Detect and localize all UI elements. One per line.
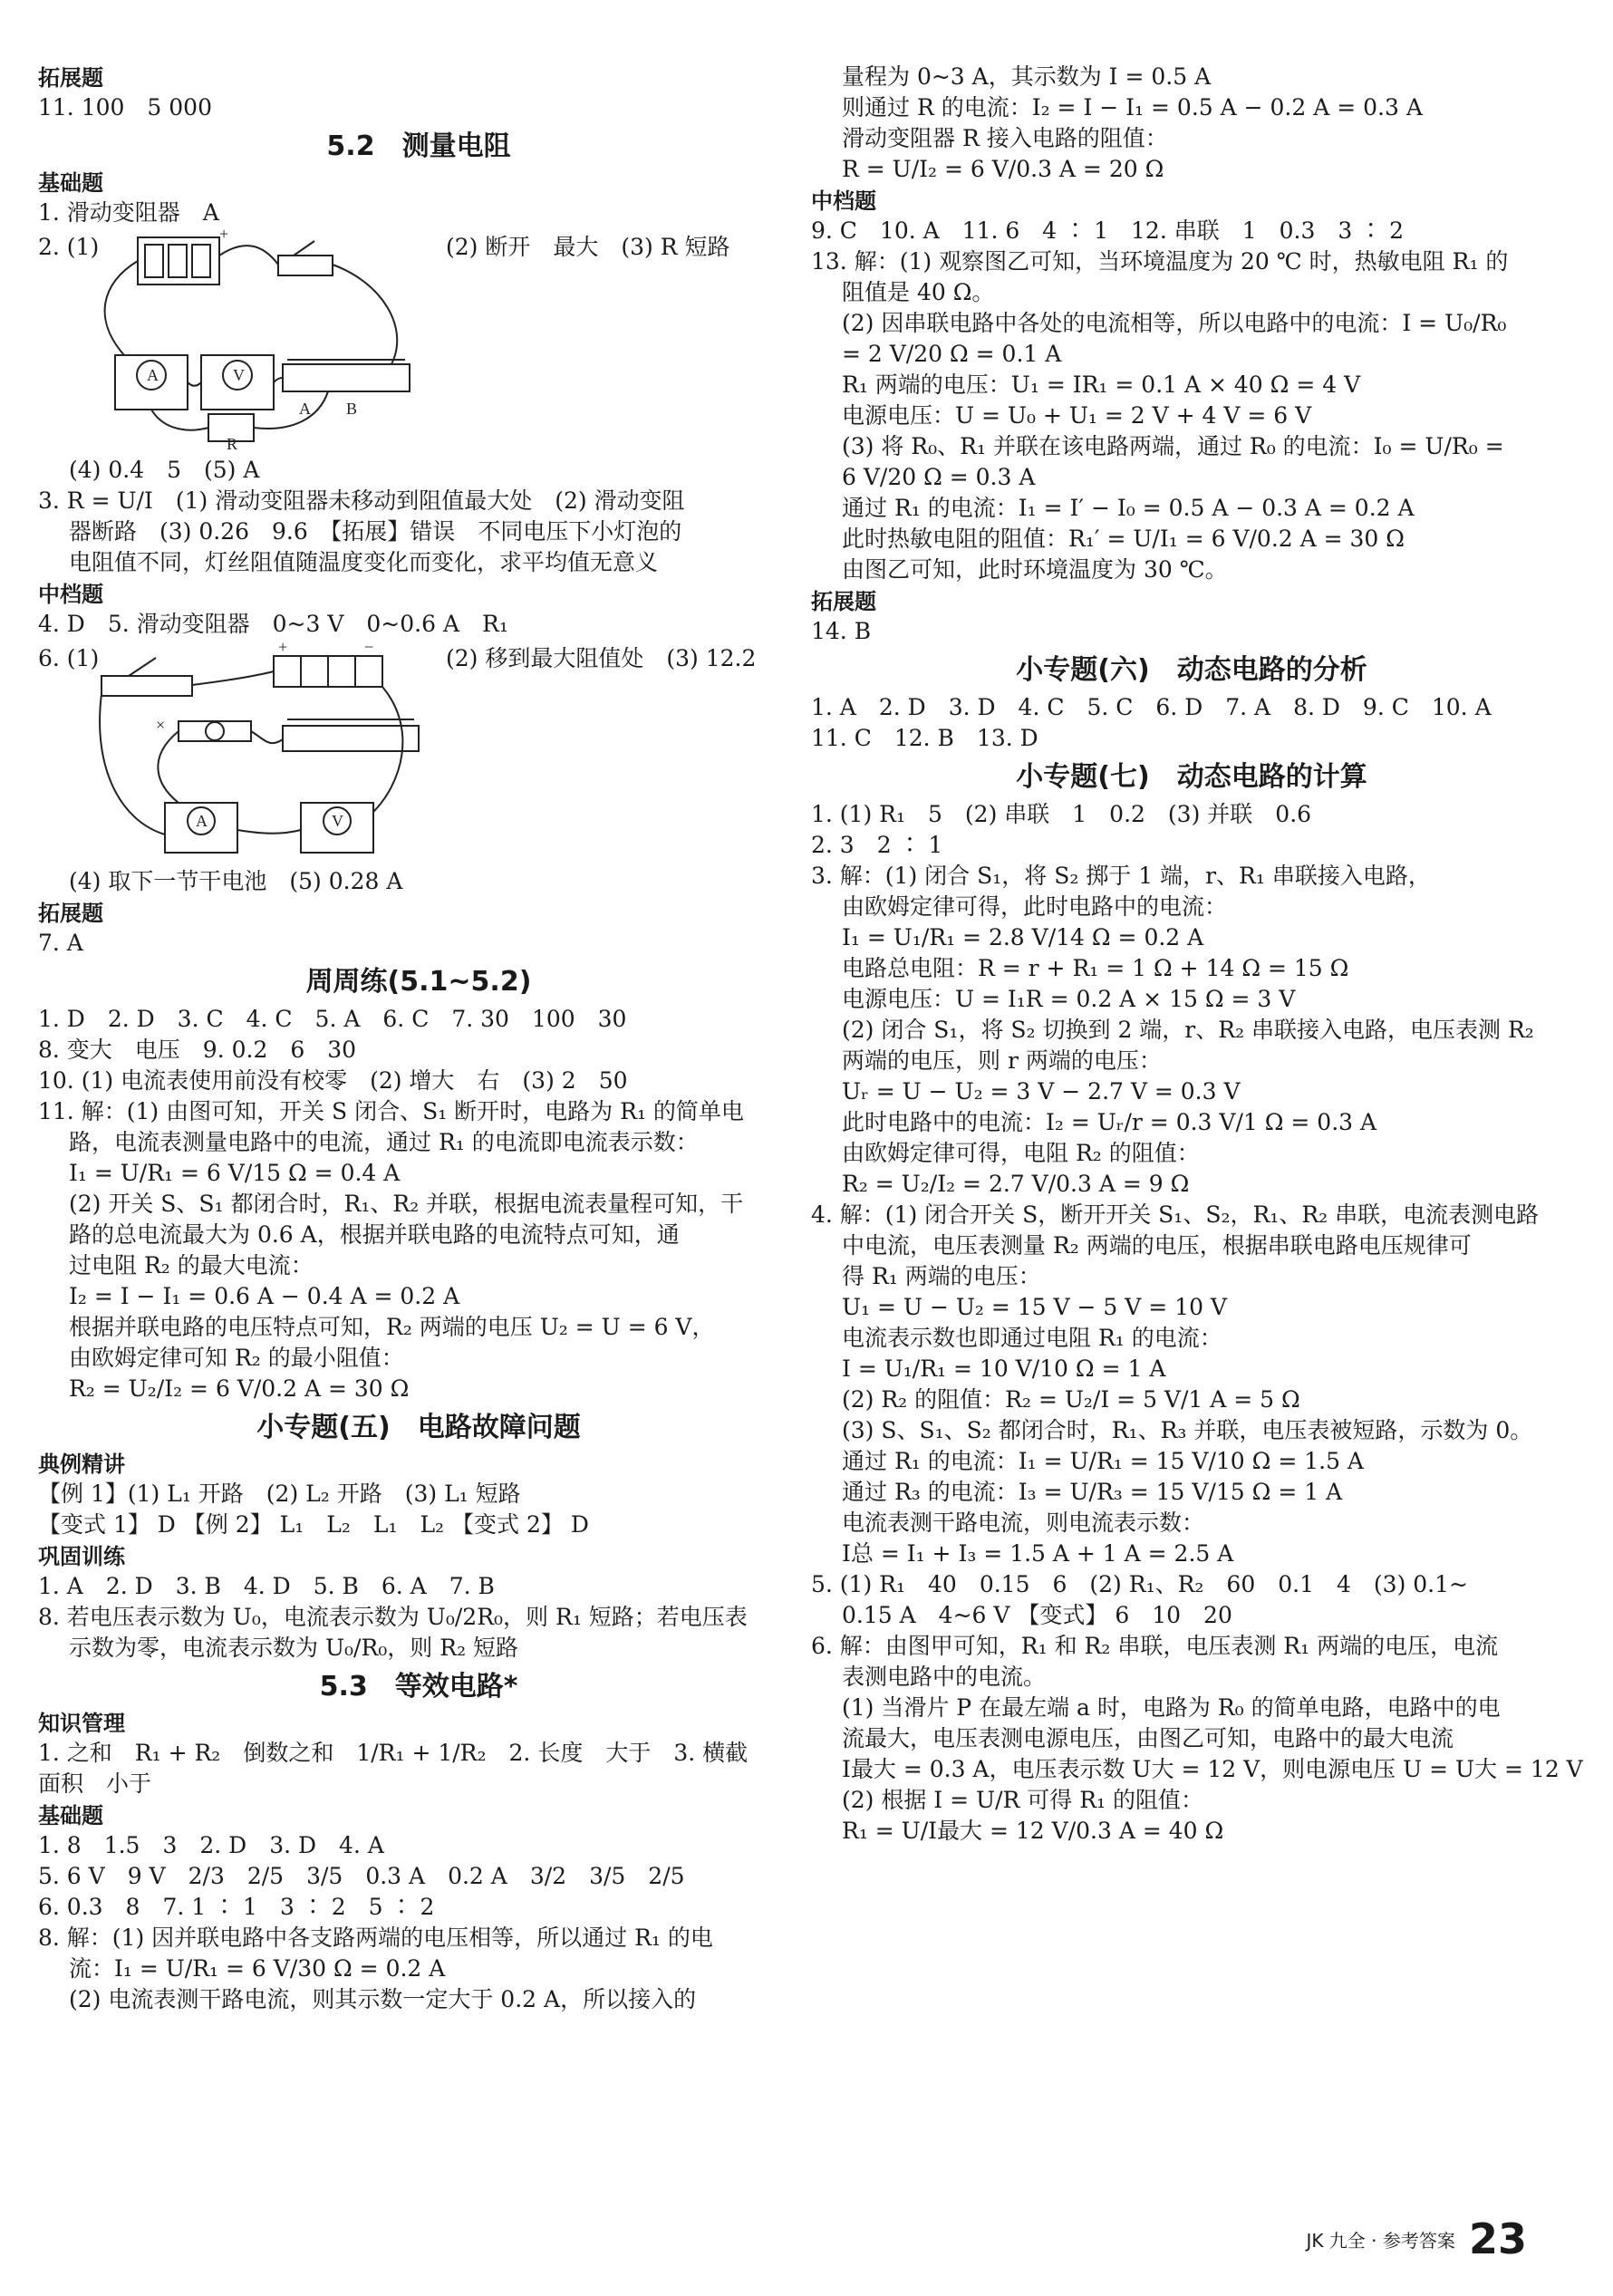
answer-line: 则通过 R 的电流：I₂ = I − I₁ = 0.5 A − 0.2 A = 0.3 A [842, 94, 1423, 121]
answer-line: 量程为 0~3 A，其示数为 I = 0.5 A [842, 63, 1212, 90]
svg-text:−: − [364, 640, 374, 656]
svg-text:A: A [299, 400, 311, 418]
answer-line: (2) 开关 S、S₁ 都闭合时，R₁、R₂ 并联，根据电流表量程可知，干 [69, 1191, 744, 1217]
subsection-label: 典例精讲 [38, 1452, 125, 1477]
answer-line: 9. C 10. A 11. 6 4 ∶ 1 12. 串联 1 0.3 3 ∶ 2 [811, 217, 1405, 244]
circuit-diagram-2 [92, 640, 428, 862]
answer-line: 8. 若电压表示数为 U₀，电流表示数为 U₀/2R₀，则 R₁ 短路；若电压表 [38, 1604, 748, 1630]
answer-line: U₁ = U − U₂ = 15 V − 5 V = 10 V [842, 1294, 1227, 1320]
section-title: 小专题(五) 电路故障问题 [256, 1412, 581, 1443]
answer-line: (2) R₂ 的阻值：R₂ = U₂/I = 5 V/1 A = 5 Ω [842, 1386, 1300, 1413]
answer-line: 滑动变阻器 R 接入电路的阻值： [842, 125, 1168, 151]
answer-line: I₁ = U₁/R₁ = 2.8 V/14 Ω = 0.2 A [842, 924, 1204, 950]
section-title: 5.3 等效电路* [319, 1671, 518, 1703]
answer-line: 电阻值不同，灯丝阻值随温度变化而变化，求平均值无意义 [69, 549, 659, 575]
answer-line: 流最大，电压表测电源电压，由图乙可知，电路中的最大电流 [842, 1725, 1454, 1751]
section-title: 小专题(七) 动态电路的计算 [1016, 761, 1367, 793]
answer-line: R₁ = U/I最大 = 12 V/0.3 A = 40 Ω [842, 1818, 1224, 1844]
section-title: 周周练(5.1~5.2) [305, 966, 532, 998]
section-title: 5.2 测量电阻 [326, 130, 511, 162]
svg-text:A: A [147, 366, 159, 384]
answer-line: (3) S、S₁、S₂ 都闭合时，R₁、R₃ 并联，电压表被短路，示数为 0。 [842, 1417, 1533, 1443]
subsection-label: 巩固训练 [38, 1544, 125, 1569]
answer-line: 通过 R₁ 的电流：I₁ = U/R₁ = 15 V/10 Ω = 1.5 A [842, 1448, 1364, 1474]
answer-line: I₁ = U/R₁ = 6 V/15 Ω = 0.4 A [69, 1160, 401, 1186]
answer-line: 【变式 1】 D 【例 2】 L₁ L₂ L₁ L₂ 【变式 2】 D [38, 1511, 589, 1538]
svg-text:+: + [278, 640, 288, 656]
section-title: 小专题(六) 动态电路的分析 [1016, 654, 1367, 686]
answer-line: 1. 之和 R₁ + R₂ 倒数之和 1/R₁ + 1/R₂ 2. 长度 大于 3. 横截 [38, 1740, 749, 1766]
answer-line: 电路总电阻：R = r + R₁ = 1 Ω + 14 Ω = 15 Ω [842, 955, 1349, 981]
answer-line: 示数为零，电流表示数为 U₀/R₀，则 R₂ 短路 [69, 1635, 519, 1661]
answer-line: I最大 = 0.3 A，电压表示数 U大 = 12 V，则电源电压 U = U大 = 12 V [842, 1756, 1583, 1782]
left-column [38, 62, 799, 2015]
answer-line: 8. 解：(1) 因并联电路中各支路两端的电压相等，所以通过 R₁ 的电 [38, 1925, 713, 1951]
svg-text:+: + [219, 228, 229, 243]
answer-line: Uᵣ = U − U₂ = 3 V − 2.7 V = 0.3 V [842, 1078, 1241, 1105]
answer-line: (2) 根据 I = U/R 可得 R₁ 的阻值： [842, 1787, 1204, 1813]
answer-line: 由图乙可知，此时环境温度为 30 ℃。 [842, 556, 1228, 583]
answer-line: (1) 当滑片 P 在最左端 a 时，电路为 R₀ 的简单电路，电路中的电 [842, 1694, 1501, 1721]
answer-line: 1. 滑动变阻器 A [38, 199, 219, 226]
subsection-label: 中档题 [38, 582, 103, 607]
answer-line: 器断路 (3) 0.26 9.6 【拓展】错误 不同电压下小灯泡的 [69, 518, 682, 545]
answer-line: 电流表示数也即通过电阻 R₁ 的电流： [842, 1325, 1222, 1351]
answer-line: R = U/I₂ = 6 V/0.3 A = 20 Ω [842, 156, 1164, 182]
answer-line: 中电流，电压表测量 R₂ 两端的电压，根据串联电路电压规律可 [842, 1232, 1472, 1259]
answer-line: 10. (1) 电流表使用前没有校零 (2) 增大 右 (3) 2 50 [38, 1067, 628, 1094]
answer-line: 通过 R₃ 的电流：I₃ = U/R₃ = 15 V/15 Ω = 1 A [842, 1479, 1343, 1505]
answer-line: 4. 解：(1) 闭合开关 S，断开开关 S₁、S₂，R₁、R₂ 串联，电流表测电路 [811, 1201, 1540, 1228]
answer-line: 流：I₁ = U/R₁ = 6 V/30 Ω = 0.2 A [69, 1955, 446, 1982]
answer-line: 8. 变大 电压 9. 0.2 6 30 [38, 1037, 357, 1063]
answer-line: 路的总电流最大为 0.6 A，根据并联电路的电流特点可知，通 [69, 1221, 680, 1248]
subsection-label: 基础题 [38, 170, 103, 196]
answer-line: (4) 取下一节干电池 (5) 0.28 A [69, 868, 403, 894]
answer-line: 1. A 2. D 3. B 4. D 5. B 6. A 7. B [38, 1573, 495, 1599]
answer-line: R₂ = U₂/I₂ = 2.7 V/0.3 A = 9 Ω [842, 1171, 1190, 1197]
answer-line: (2) 因串联电路中各处的电流相等，所以电路中的电流：I = U₀/R₀ [842, 310, 1507, 336]
answer-line: 4. D 5. 滑动变阻器 0~3 V 0~0.6 A R₁ [38, 611, 508, 637]
answer-line: I₂ = I − I₁ = 0.6 A − 0.4 A = 0.2 A [69, 1283, 460, 1309]
answer-line: 6. 解：由图甲可知，R₁ 和 R₂ 串联，电压表测 R₁ 两端的电压，电流 [811, 1633, 1499, 1659]
answer-line: (2) 电流表测干路电流，则其示数一定大于 0.2 A，所以接入的 [69, 1986, 697, 2012]
subsection-label: 拓展题 [38, 901, 103, 926]
answer-line: 由欧姆定律可知 R₂ 的最小阻值： [69, 1345, 404, 1371]
answer-line: 2. 3 2 ∶ 1 [811, 832, 943, 858]
answer-line: 6. 0.3 8 7. 1 ∶ 1 3 ∶ 2 5 ∶ 2 [38, 1894, 435, 1920]
circuit-block [38, 640, 799, 866]
svg-text:B: B [346, 400, 358, 418]
answer-line: 阻值是 40 Ω。 [842, 279, 995, 305]
answer-line: (2) 断开 最大 (3) R 短路 [446, 234, 730, 260]
answer-line: 由欧姆定律可得，此时电路中的电流： [842, 893, 1228, 920]
answer-line: 0.15 A 4~6 V 【变式】 6 10 20 [842, 1602, 1232, 1628]
right-column [811, 62, 1583, 1847]
answer-line: 5. 6 V 9 V 2/3 2/5 3/5 0.3 A 0.2 A 3/2 3/5 2/5 [38, 1863, 685, 1889]
answer-line: 根据并联电路的电压特点可知，R₂ 两端的电压 U₂ = U = 6 V， [69, 1314, 715, 1340]
question-label: 2. (1) [38, 234, 100, 260]
answer-line: 此时热敏电阻的阻值：R₁′ = U/I₁ = 6 V/0.2 A = 30 Ω [842, 526, 1405, 552]
answer-line: 此时电路中的电流：I₂ = Uᵣ/r = 0.3 V/1 Ω = 0.3 A [842, 1109, 1377, 1135]
circuit-block [38, 228, 799, 455]
answer-line: 电源电压：U = I₁R = 0.2 A × 15 Ω = 3 V [842, 986, 1296, 1012]
answer-line: 6 V/20 Ω = 0.3 A [842, 464, 1036, 490]
svg-text:V: V [233, 366, 245, 384]
answer-line: 电源电压：U = U₀ + U₁ = 2 V + 4 V = 6 V [842, 402, 1312, 429]
answer-line: I总 = I₁ + I₃ = 1.5 A + 1 A = 2.5 A [842, 1540, 1234, 1567]
answer-line: 两端的电压，则 r 两端的电压： [842, 1047, 1162, 1074]
answer-line: 由欧姆定律可得，电阻 R₂ 的阻值： [842, 1140, 1200, 1166]
answer-line: 过电阻 R₂ 的最大电流： [69, 1252, 314, 1278]
page-number: 23 [1468, 2214, 1527, 2263]
svg-text:×: × [156, 716, 166, 734]
footer-label: JK 九全 · 参考答案 [1306, 2229, 1455, 2252]
answer-line: 11. 解：(1) 由图可知，开关 S 闭合、S₁ 断开时，电路为 R₁ 的简单电 [38, 1098, 744, 1124]
answer-line: 得 R₁ 两端的电压： [842, 1263, 1041, 1289]
answer-line: 1. 8 1.5 3 2. D 3. D 4. A [38, 1832, 384, 1858]
svg-text:R: R [227, 435, 238, 450]
subsection-label: 基础题 [38, 1803, 103, 1828]
answer-line: R₁ 两端的电压：U₁ = IR₁ = 0.1 A × 40 Ω = 4 V [842, 371, 1361, 398]
answer-line: 13. 解：(1) 观察图乙可知，当环境温度为 20 ℃ 时，热敏电阻 R₁ 的 [811, 248, 1509, 275]
page-footer [1306, 2214, 1527, 2263]
answer-line: = 2 V/20 Ω = 0.1 A [842, 341, 1062, 367]
subsection-label: 拓展题 [38, 65, 103, 91]
circuit-diagram-1 [92, 228, 428, 450]
subsection-label: 中档题 [811, 188, 876, 214]
answer-line: 11. 100 5 000 [38, 94, 212, 121]
answer-line: 电流表测干路电流，则电流表示数： [842, 1510, 1205, 1536]
answer-line: 14. B [811, 618, 872, 644]
answer-line: 3. R = U/I (1) 滑动变阻器未移动到阻值最大处 (2) 滑动变阻 [38, 487, 685, 514]
answer-line: 1. A 2. D 3. D 4. C 5. C 6. D 7. A 8. D 9. C 10. A [811, 694, 1492, 720]
question-label: 6. (1) [38, 645, 100, 671]
subsection-label: 拓展题 [811, 589, 876, 614]
answer-line: 3. 解：(1) 闭合 S₁，将 S₂ 掷于 1 端，r、R₁ 串联接入电路， [811, 863, 1431, 889]
answer-line: R₂ = U₂/I₂ = 6 V/0.2 A = 30 Ω [69, 1375, 410, 1402]
answer-line: (2) 闭合 S₁，将 S₂ 切换到 2 端，r、R₂ 串联接入电路，电压表测 R₂ [842, 1017, 1534, 1043]
answer-line: I = U₁/R₁ = 10 V/10 Ω = 1 A [842, 1355, 1166, 1382]
answer-line: 7. A [38, 930, 83, 956]
answer-line: 11. C 12. B 13. D [811, 725, 1038, 751]
answer-line: 表测电路中的电流。 [842, 1664, 1047, 1690]
answer-line: (4) 0.4 5 (5) A [69, 457, 260, 483]
answer-line: 路，电流表测量电路中的电流，通过 R₁ 的电流即电流表示数： [69, 1129, 699, 1155]
answer-line: (2) 移到最大阻值处 (3) 12.2 [446, 645, 757, 671]
answer-line: 【例 1】(1) L₁ 开路 (2) L₂ 开路 (3) L₁ 短路 [38, 1481, 521, 1507]
svg-text:V: V [332, 812, 343, 830]
answer-line: 面积 小于 [38, 1770, 152, 1797]
answer-line: 1. (1) R₁ 5 (2) 串联 1 0.2 (3) 并联 0.6 [811, 801, 1312, 827]
subsection-label: 知识管理 [38, 1711, 125, 1736]
answer-line: 通过 R₁ 的电流：I₁ = I′ − I₀ = 0.5 A − 0.3 A = 0.2 A [842, 495, 1415, 521]
answer-line: 5. (1) R₁ 40 0.15 6 (2) R₁、R₂ 60 0.1 4 (3) 0.1~ [811, 1571, 1468, 1597]
answer-line: (3) 将 R₀、R₁ 并联在该电路两端，通过 R₀ 的电流：I₀ = U/R₀ = [842, 433, 1504, 459]
svg-text:A: A [196, 812, 208, 830]
answer-line: 1. D 2. D 3. C 4. C 5. A 6. C 7. 30 100 30 [38, 1006, 627, 1032]
